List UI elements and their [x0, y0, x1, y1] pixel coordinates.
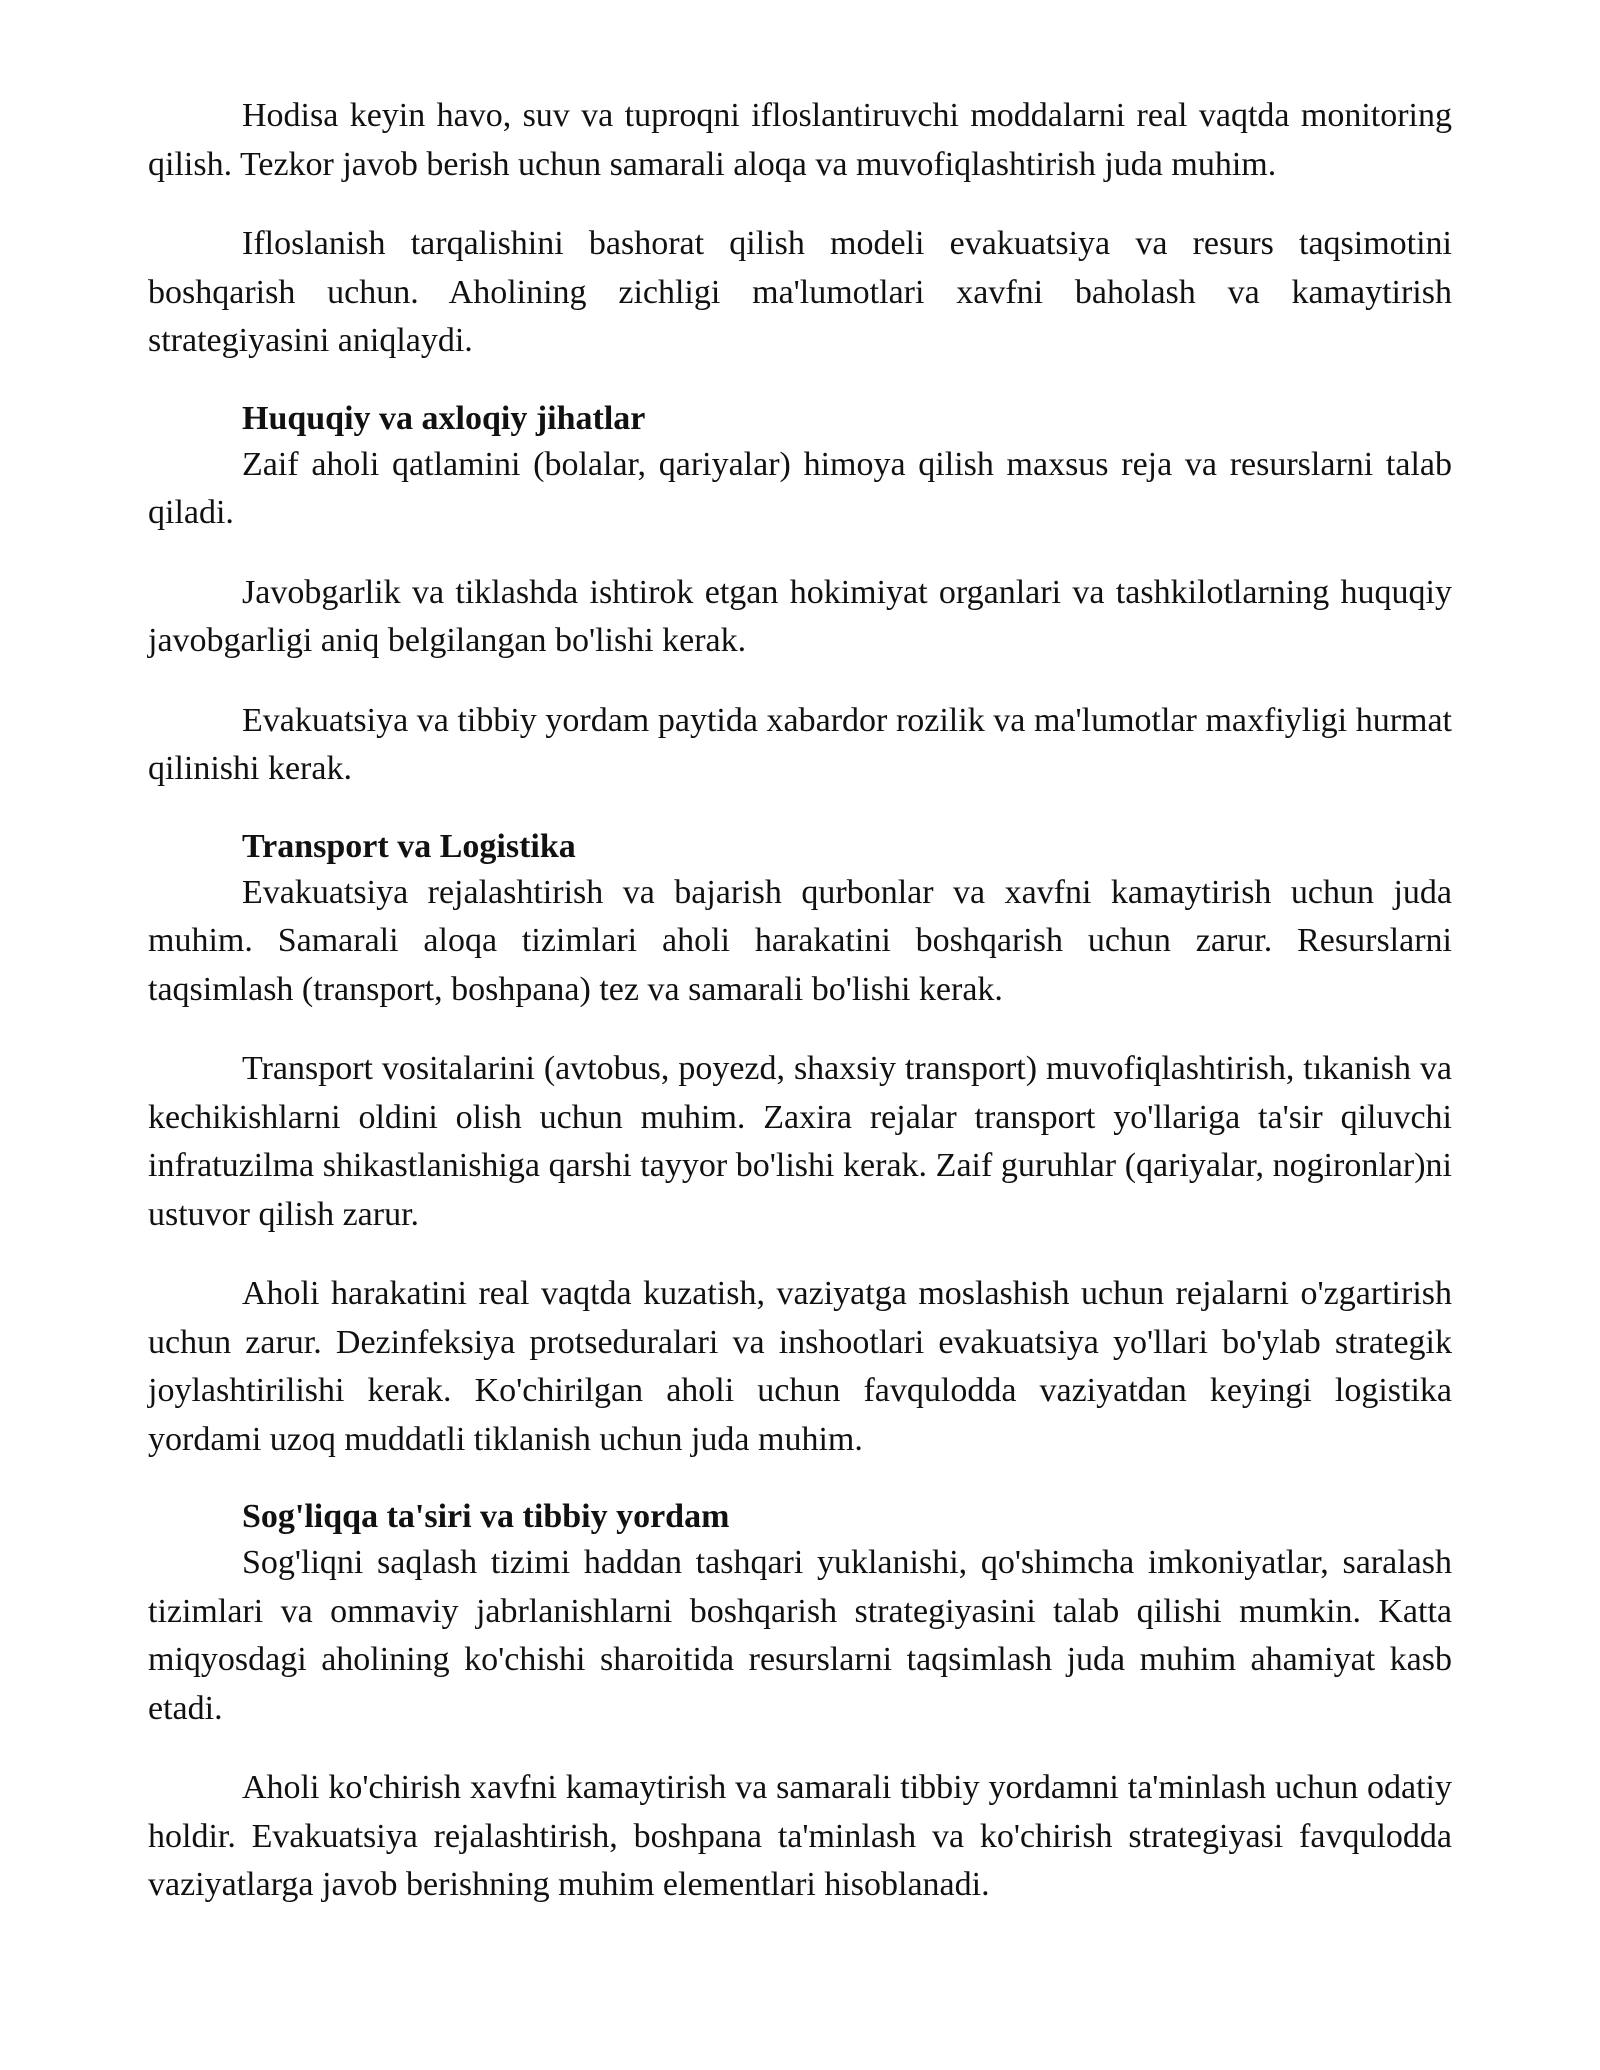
paragraph-vulnerable-groups: Zaif aholi qatlamini (bolalar, qariyalar) himoya qilish maxsus reja va resurslarni talab qiladi. — [148, 445, 1452, 531]
paragraph-informed-consent: Evakuatsiya va tibbiy yordam paytida xabardor rozilik va ma'lumotlar maxfiyligi hurmat qilinishi kerak. — [148, 701, 1452, 787]
paragraph-vehicle-coordination: Transport vositalarini (avtobus, poyezd, shaxsiy transport) muvofiqlashtirish, tıkanish va kechikishlarni oldini olish uchun muhim. Zaxira rejalar transport yo'llariga ta'sir qiluvchi infratuzilma shikastlanishiga qarshi tayyor bo'lishi kerak. Zaif guruhlar (qariyalar, nogironlar)ni ustuvor qilish zarur. — [148, 1050, 1452, 1233]
paragraph-accountability: Javobgarlik va tiklashda ishtirok etgan hokimiyat organlari va tashkilotlarning huquqiy javobgarligi aniq belgilangan bo'lishi kerak. — [148, 573, 1452, 659]
heading-legal-ethical: Huquqiy va axloqiy jihatlar — [242, 399, 646, 437]
paragraph-movement-tracking: Aholi harakatini real vaqtda kuzatish, vaziyatga moslashish uchun rejalarni o'zgartirish uchun zarur. Dezinfeksiya protseduralari va inshootlari evakuatsiya yo'llari bo'ylab strategik joylashtirilishi kerak. Ko'chirilgan aholi uchun favqulodda vaziyatdan keyingi logistika yordami uzoq muddatli tiklanish uchun juda muhim. — [148, 1275, 1452, 1458]
paragraph-pollution-model: Ifloslanish tarqalishini bashorat qilish modeli evakuatsiya va resurs taqsimotini boshqarish uchun. Aholining zichligi ma'lumotlari xavfni baholash va kamaytirish strategiyasini aniqlaydi. — [148, 225, 1452, 359]
heading-transport-logistics: Transport va Logistika — [242, 827, 576, 865]
paragraph-relocation: Aholi ko'chirish xavfni kamaytirish va samarali tibbiy yordamni ta'minlash uchun odatiy holdir. Evakuatsiya rejalashtirish, boshpana ta'minlash va ko'chirish strategiyasi favqulodda vaziyatlarga javob berishning muhim elementlari hisoblanadi. — [148, 1769, 1452, 1903]
paragraph-evacuation-planning: Evakuatsiya rejalashtirish va bajarish qurbonlar va xavfni kamaytirish uchun juda muhim. Samarali aloqa tizimlari aholi harakatini boshqarish uchun zarur. Resurslarni taqsimlash (transport, boshpana) tez va samarali bo'lishi kerak. — [148, 873, 1452, 1008]
document-page — [148, 92, 1452, 1941]
heading-health-medical: Sog'liqqa ta'siri va tibbiy yordam — [242, 1498, 730, 1535]
paragraph-health-system: Sog'liqni saqlash tizimi haddan tashqari yuklanishi, qo'shimcha imkoniyatlar, saralash tizimlari va ommaviy jabrlanishlarni boshqarish strategiyasini talab qilishi mumkin. Katta miqyosdagi aholining ko'chishi sharoitida resurslarni taqsimlash juda muhim ahamiyat kasb etadi. — [148, 1544, 1452, 1727]
paragraph-monitoring: Hodisa keyin havo, suv va tuproqni ifloslantiruvchi moddalarni real vaqtda monitoring qilish. Tezkor javob berish uchun samarali aloqa va muvofiqlashtirish juda muhim. — [148, 97, 1452, 183]
